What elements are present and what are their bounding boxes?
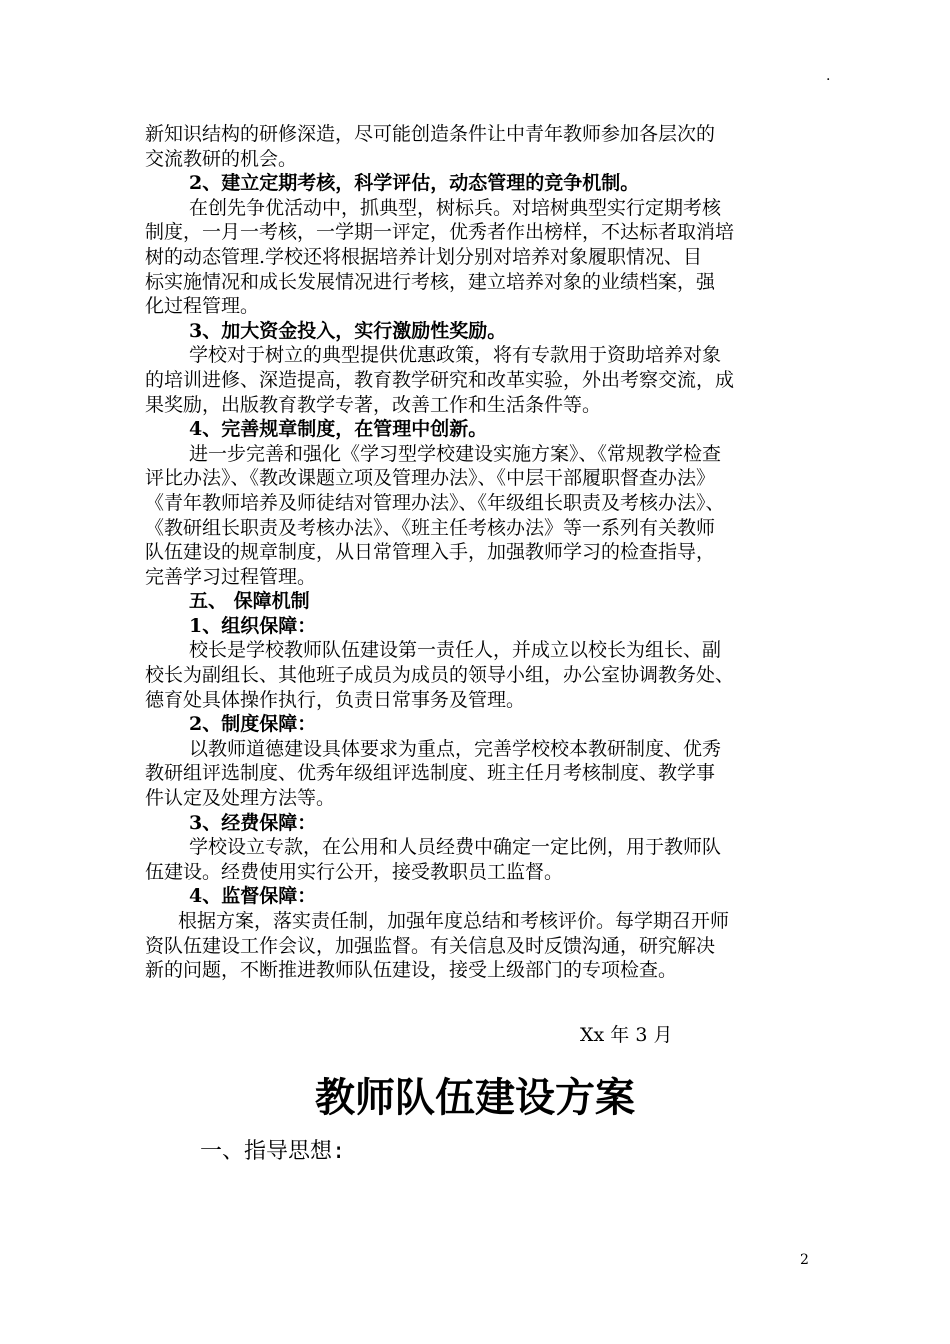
text-line: 件认定及处理方法等。 (145, 787, 336, 810)
page-number: 2 (800, 1252, 809, 1268)
text-line: 《教研组长职责及考核办法》、《班主任考核办法》等一系列有关教师 (145, 516, 716, 539)
text-line: 的培训进修、深造提高，教育教学研究和改革实验，外出考察交流，成 (145, 368, 735, 391)
header-mark: . (826, 68, 831, 84)
text-line: 学校对于树立的典型提供优惠政策，将有专款用于资助培养对象 (189, 344, 722, 367)
section-heading: 五、 保障机制 (189, 590, 310, 613)
text-line: 制度，一月一考核，一学期一评定，优秀者作出榜样，不达标者取消培 (145, 221, 735, 244)
subheading: 3、加大资金投入，实行激励性奖励。 (189, 319, 507, 342)
text-line: 以教师道德建设具体要求为重点，完善学校校本教研制度、优秀 (189, 737, 722, 760)
document-title: 教师队伍建设方案 (315, 1074, 635, 1121)
text-line: 完善学习过程管理。 (145, 565, 317, 588)
text-line: 交流教研的机会。 (145, 147, 298, 170)
subheading: 4、完善规章制度，在管理中创新。 (189, 418, 488, 441)
text-line: 新的问题，不断推进教师队伍建设，接受上级部门的专项检查。 (145, 959, 678, 982)
subheading: 2、建立定期考核，科学评估，动态管理的竞争机制。 (189, 172, 640, 195)
text-line: 资队伍建设工作会议，加强监督。有关信息及时反馈沟通，研究解决 (145, 934, 716, 957)
text-line: 进一步完善和强化《学习型学校建设实施方案》、《常规教学检查 (189, 442, 722, 465)
subheading: 4、监督保障： (189, 885, 317, 908)
text-line: 伍建设。经费使用实行公开，接受教职员工监督。 (145, 860, 564, 883)
text-line: 果奖励，出版教育教学专著，改善工作和生活条件等。 (145, 393, 602, 416)
text-line: 化过程管理。 (145, 295, 260, 318)
text-line: 校长是学校教师队伍建设第一责任人，并成立以校长为组长、副 (189, 639, 722, 662)
text-line: 评比办法》、《教改课题立项及管理办法》、《中层干部履职督查办法》 (145, 467, 716, 490)
text-line: 在创先争优活动中，抓典型，树标兵。对培树典型实行定期考核 (189, 196, 722, 219)
text-line: 校长为副组长、其他班子成员为成员的领导小组，办公室协调教务处、 (145, 664, 735, 687)
body-text (145, 122, 810, 983)
document-date: Xx 年 3 月 (580, 1024, 673, 1046)
text-line: 树的动态管理.学校还将根据培养计划分别对培养对象履职情况、目 (145, 245, 703, 268)
text-line: 学校设立专款，在公用和人员经费中确定一定比例，用于教师队 (189, 836, 722, 859)
text-line: 标实施情况和成长发展情况进行考核，建立培养对象的业绩档案，强 (145, 270, 716, 293)
text-line: 教研组评选制度、优秀年级组评选制度、班主任月考核制度、教学事 (145, 762, 716, 785)
text-line: 《青年教师培养及师徒结对管理办法》、《年级组长职责及考核办法》、 (145, 491, 725, 514)
text-line: 新知识结构的研修深造，尽可能创造条件让中青年教师参加各层次的 (145, 123, 716, 145)
section-heading-guiding: 一、指导思想: (200, 1139, 346, 1164)
text-line: 队伍建设的规章制度，从日常管理入手，加强教师学习的检查指导， (145, 541, 716, 564)
subheading: 1、组织保障： (189, 614, 317, 637)
subheading: 3、经费保障： (189, 811, 317, 834)
text-line: 根据方案，落实责任制，加强年度总结和考核评价。每学期召开师 (178, 910, 730, 932)
subheading: 2、制度保障： (189, 713, 317, 736)
text-line: 德育处具体操作执行，负责日常事务及管理。 (145, 688, 526, 711)
